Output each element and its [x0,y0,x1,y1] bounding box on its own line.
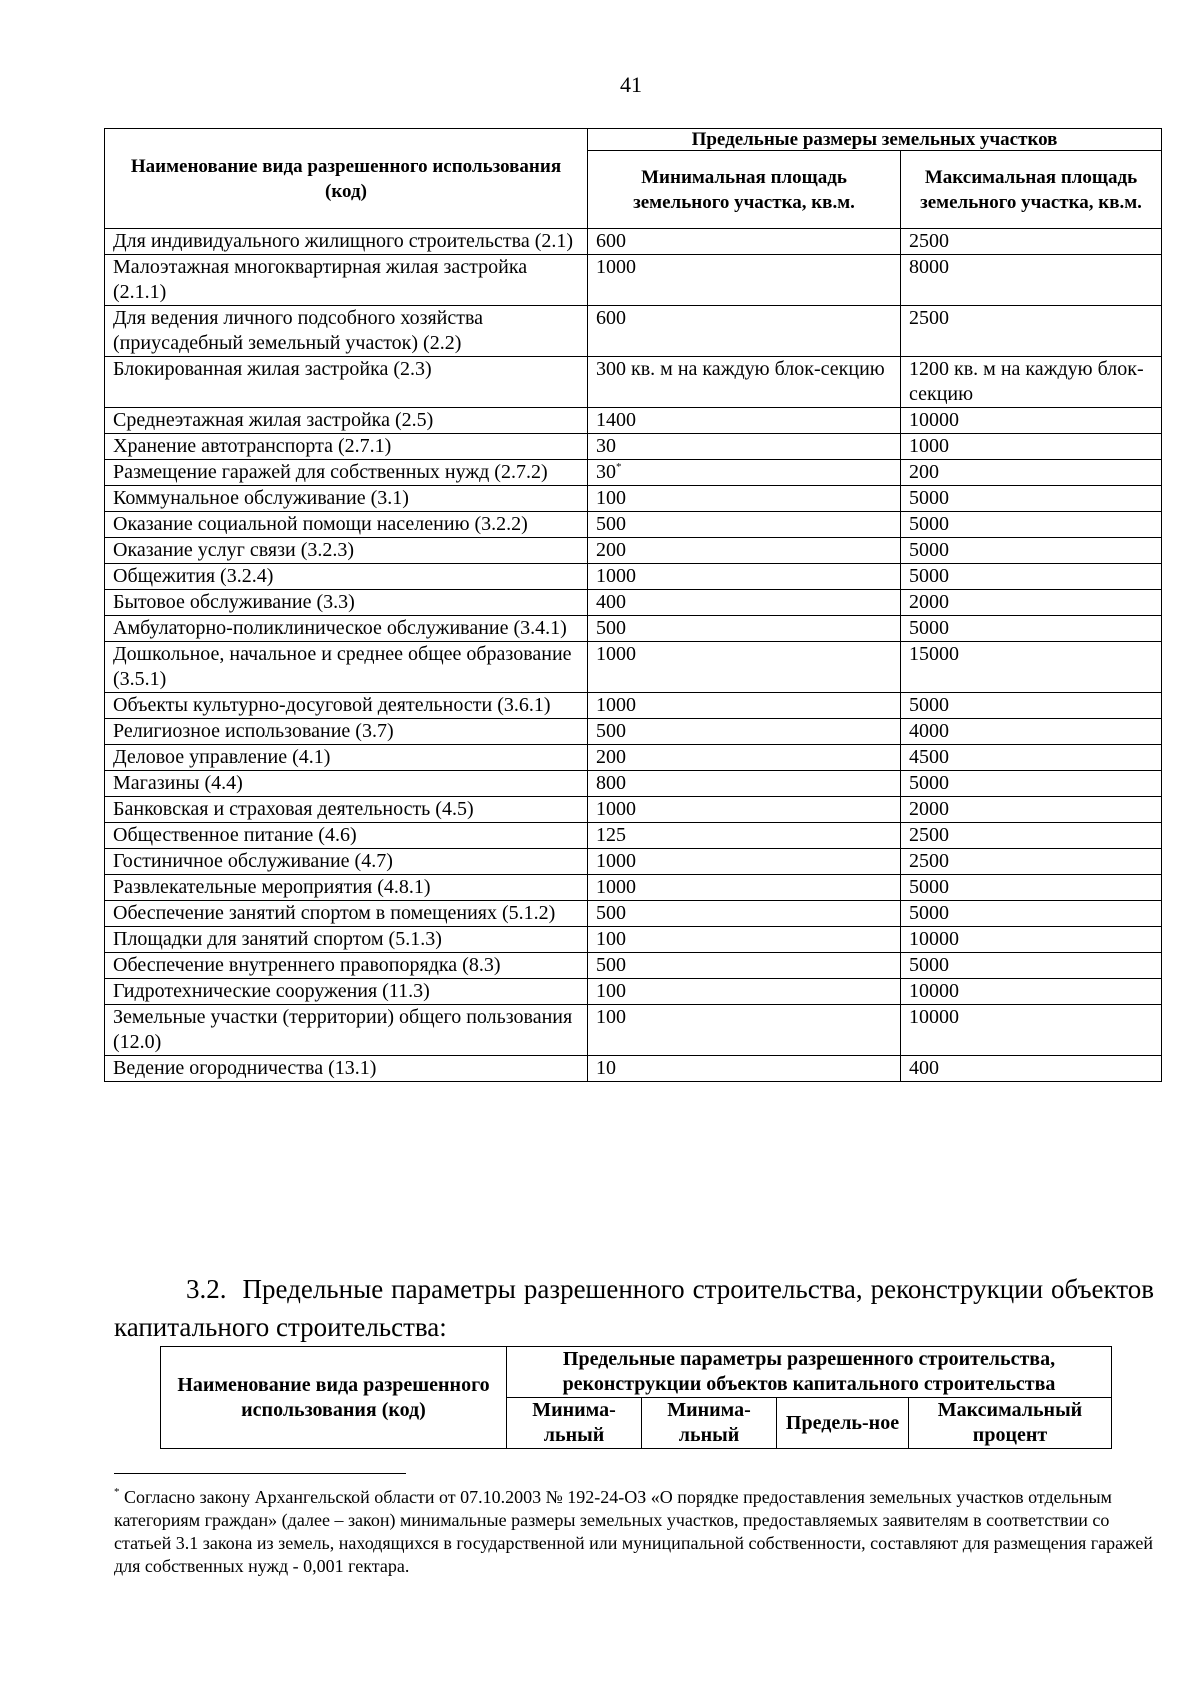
max-area-cell: 5000 [901,693,1162,719]
min-area-cell [588,953,901,979]
min-area-value: 100 [596,1006,626,1028]
use-type-cell: Дошкольное, начальное и среднее общее образование (3.5.1) [105,642,588,693]
footnote [114,1486,1154,1578]
table-row [105,771,1162,797]
min-area-cell [588,693,901,719]
min-area-cell [588,642,901,693]
min-area-value: 1000 [596,256,636,278]
min-area-value: 400 [596,591,626,613]
min-area-value: 1000 [596,876,636,898]
min-area-cell [588,1005,901,1056]
max-area-cell: 2500 [901,849,1162,875]
min-area-value: 125 [596,824,626,846]
min-area-cell [588,771,901,797]
min-area-cell [588,306,901,357]
footnote-text: Согласно закону Архангельской области от 07.10.2003 № 192-24-ОЗ «О порядке предоставления земельных участков отдельным категориям граждан» (далее – закон) минимальные размеры земельных участков, предоставляемых заявителям в соответствии со статьей 3.1 закона из земель, находящихся в государственной или муниципальной собственности, составляют для размещения гаражей для собственных нужд - 0,001 гектара. [114,1487,1153,1576]
max-area-cell: 400 [901,1056,1162,1082]
min-area-cell [588,1056,901,1082]
table-row [105,486,1162,512]
max-area-cell: 5000 [901,771,1162,797]
min-area-value: 1000 [596,565,636,587]
max-area-cell: 5000 [901,901,1162,927]
min-area-value: 30 [596,435,616,457]
table-row [105,564,1162,590]
min-area-cell [588,590,901,616]
table-row [105,460,1162,486]
max-area-cell: 2500 [901,229,1162,255]
use-type-cell: Обеспечение внутреннего правопорядка (8.3) [105,953,588,979]
min-area-cell [588,875,901,901]
min-area-value: 200 [596,539,626,561]
use-type-cell: Амбулаторно-поликлиническое обслуживание (3.4.1) [105,616,588,642]
use-type-cell: Общественное питание (4.6) [105,823,588,849]
use-type-cell: Блокированная жилая застройка (2.3) [105,357,588,408]
max-area-cell: 5000 [901,875,1162,901]
use-type-cell: Для индивидуального жилищного строительства (2.1) [105,229,588,255]
min-area-value: 1400 [596,409,636,431]
use-type-cell: Обеспечение занятий спортом в помещениях (5.1.2) [105,901,588,927]
table-row [105,1056,1162,1082]
max-area-cell: 2000 [901,797,1162,823]
min-area-cell [588,979,901,1005]
min-area-value: 500 [596,954,626,976]
min-area-value: 300 кв. м на каждую блок-секцию [596,358,885,380]
table-row [105,693,1162,719]
table-row [105,616,1162,642]
use-type-cell: Общежития (3.2.4) [105,564,588,590]
min-area-value: 500 [596,720,626,742]
t2-header-sub-col: Предель-ное [777,1398,909,1449]
use-type-cell: Коммунальное обслуживание (3.1) [105,486,588,512]
min-area-cell [588,357,901,408]
use-type-cell: Гидротехнические сооружения (11.3) [105,979,588,1005]
use-type-cell: Размещение гаражей для собственных нужд (2.7.2) [105,460,588,486]
min-area-cell [588,745,901,771]
use-type-cell: Ведение огородничества (13.1) [105,1056,588,1082]
min-area-value: 1000 [596,850,636,872]
table-row [105,875,1162,901]
max-area-cell: 15000 [901,642,1162,693]
max-area-cell: 8000 [901,255,1162,306]
max-area-cell: 5000 [901,953,1162,979]
max-area-cell: 2000 [901,590,1162,616]
min-area-value: 500 [596,902,626,924]
min-area-cell [588,255,901,306]
section-text: Предельные параметры разрешенного строительства, реконструкции объектов капитального строительства: [114,1274,1154,1342]
table-row [105,979,1162,1005]
table-row [105,255,1162,306]
use-type-cell: Малоэтажная многоквартирная жилая застройка (2.1.1) [105,255,588,306]
max-area-cell: 5000 [901,486,1162,512]
min-area-cell [588,486,901,512]
min-area-cell [588,797,901,823]
page-number: 41 [620,72,642,97]
use-type-cell: Магазины (4.4) [105,771,588,797]
table-row [105,719,1162,745]
t2-header-group: Предельные параметры разрешенного строительства, реконструкции объектов капитального строительства [507,1347,1112,1398]
min-area-cell [588,460,901,486]
footnote-divider [114,1473,406,1474]
footnote-mark: * [114,1486,120,1498]
min-area-cell [588,229,901,255]
use-type-cell: Бытовое обслуживание (3.3) [105,590,588,616]
header-plot-size-limits: Предельные размеры земельных участков [588,129,1162,151]
table-row [105,823,1162,849]
use-type-cell: Площадки для занятий спортом (5.1.3) [105,927,588,953]
min-area-value: 100 [596,928,626,950]
t2-header-sub-col: Максимальный процент [909,1398,1112,1449]
table-row [105,408,1162,434]
min-area-value: 1000 [596,643,636,665]
table-row [105,538,1162,564]
max-area-cell: 5000 [901,538,1162,564]
min-area-value: 1000 [596,798,636,820]
footnote-ref-mark: * [616,461,622,473]
table-row [105,927,1162,953]
min-area-value: 10 [596,1057,616,1079]
use-type-cell: Развлекательные мероприятия (4.8.1) [105,875,588,901]
use-type-cell: Оказание социальной помощи населению (3.2.2) [105,512,588,538]
use-type-cell: Объекты культурно-досуговой деятельности (3.6.1) [105,693,588,719]
use-type-cell: Деловое управление (4.1) [105,745,588,771]
table-row [105,849,1162,875]
use-type-cell: Для ведения личного подсобного хозяйства (приусадебный земельный участок) (2.2) [105,306,588,357]
max-area-cell: 10000 [901,979,1162,1005]
use-type-cell: Гостиничное обслуживание (4.7) [105,849,588,875]
min-area-value: 100 [596,980,626,1002]
max-area-cell: 5000 [901,564,1162,590]
min-area-value: 800 [596,772,626,794]
use-type-cell: Земельные участки (территории) общего пользования (12.0) [105,1005,588,1056]
use-type-cell: Оказание услуг связи (3.2.3) [105,538,588,564]
table-row [105,590,1162,616]
max-area-cell: 10000 [901,1005,1162,1056]
max-area-cell: 4000 [901,719,1162,745]
table-row [105,797,1162,823]
min-area-cell [588,849,901,875]
table-row [105,357,1162,408]
min-area-cell [588,408,901,434]
max-area-cell: 10000 [901,927,1162,953]
construction-parameters-table [160,1346,1112,1449]
table-row [105,512,1162,538]
max-area-cell: 10000 [901,408,1162,434]
table-row [105,306,1162,357]
min-area-cell [588,434,901,460]
table-row [105,745,1162,771]
min-area-value: 600 [596,307,626,329]
min-area-cell [588,719,901,745]
min-area-cell [588,927,901,953]
min-area-cell [588,616,901,642]
table-row [105,434,1162,460]
max-area-cell: 2500 [901,306,1162,357]
min-area-cell [588,538,901,564]
min-area-cell [588,564,901,590]
section-number: 3.2. [186,1274,227,1304]
min-area-value: 600 [596,230,626,252]
t2-header-use-type: Наименование вида разрешенного использования (код) [161,1347,507,1449]
header-min-area: Минимальная площадь земельного участка, кв.м. [588,151,901,229]
t2-header-sub-col: Минима-льный [507,1398,642,1449]
use-type-cell: Банковская и страховая деятельность (4.5) [105,797,588,823]
use-type-cell: Религиозное использование (3.7) [105,719,588,745]
use-type-cell: Среднеэтажная жилая застройка (2.5) [105,408,588,434]
max-area-cell: 2500 [901,823,1162,849]
table-row [105,642,1162,693]
min-area-cell [588,512,901,538]
table-row [105,953,1162,979]
max-area-cell: 1000 [901,434,1162,460]
land-plot-size-table [104,128,1162,1082]
min-area-value: 1000 [596,694,636,716]
min-area-value: 200 [596,746,626,768]
min-area-value: 500 [596,513,626,535]
max-area-cell: 1200 кв. м на каждую блок-секцию [901,357,1162,408]
min-area-cell [588,823,901,849]
min-area-value: 100 [596,487,626,509]
min-area-value: 500 [596,617,626,639]
t2-header-sub-col: Минима-льный [642,1398,777,1449]
table-row [105,901,1162,927]
max-area-cell: 200 [901,460,1162,486]
use-type-cell: Хранение автотранспорта (2.7.1) [105,434,588,460]
max-area-cell: 4500 [901,745,1162,771]
min-area-value: 30 [596,461,616,483]
header-use-type: Наименование вида разрешенного использования (код) [105,129,588,229]
max-area-cell: 5000 [901,512,1162,538]
header-max-area: Максимальная площадь земельного участка, кв.м. [901,151,1162,229]
table-row [105,229,1162,255]
table-row [105,1005,1162,1056]
section-3-2-paragraph [114,1270,1154,1346]
min-area-cell [588,901,901,927]
land-plot-table-body [105,229,1162,1082]
max-area-cell: 5000 [901,616,1162,642]
